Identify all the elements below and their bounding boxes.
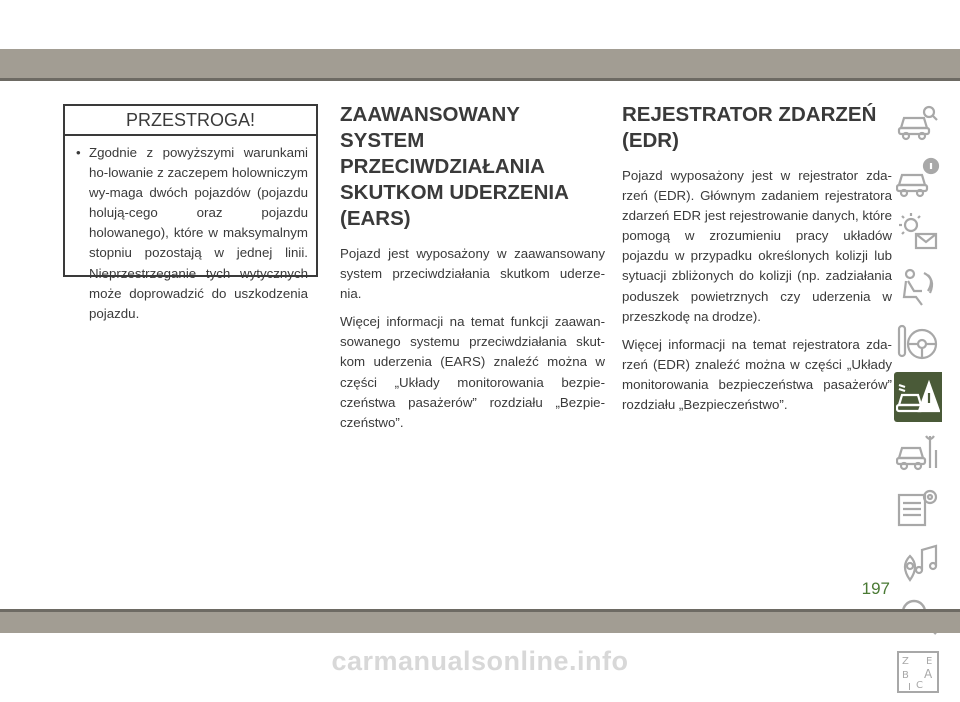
road-hazard-icon: [896, 375, 940, 419]
edr-heading: REJESTRATOR ZDARZEŃ (EDR): [622, 103, 877, 152]
car-service-icon: [896, 430, 940, 474]
svg-text:C: C: [916, 680, 923, 691]
bullet: •: [76, 145, 81, 160]
svg-text:B: B: [902, 670, 909, 681]
ears-paragraph-2: Więcej informacji na temat funkcji zaawan-sowanego systemu przeciwdziałania skut-kom uderzenia (EARS) znaleźć można w części „Układy monitorowania bezpie-czeństwa pasażerów” rozdziału „Bezpie-czeństwo”.: [340, 314, 605, 430]
tab-steering-wheel[interactable]: [894, 317, 942, 367]
edr-section: [622, 102, 892, 415]
car-info-icon: [896, 155, 940, 199]
svg-text:I: I: [908, 682, 911, 693]
svg-text:E: E: [926, 656, 933, 667]
caution-item: [76, 143, 308, 324]
top-header-band: [0, 49, 960, 78]
caution-list: [65, 136, 316, 324]
car-search-icon: [896, 100, 940, 144]
svg-text:A: A: [924, 667, 933, 681]
caution-box: [63, 104, 318, 321]
tab-multimedia[interactable]: [894, 537, 942, 587]
top-header-rule: [0, 78, 960, 81]
tab-car-service[interactable]: [894, 427, 942, 477]
caution-title: PRZESTROGA!: [65, 106, 316, 136]
edr-paragraph-2: Więcej informacji na temat rejestratora zda-rzeń (EDR) znaleźć można w części „Układy monitorowania bezpieczeństwa pasażerów” rozdziału „Bezpieczeństwo”.: [622, 336, 892, 413]
warning-lights-icon: [896, 210, 940, 254]
page-number: 197: [861, 579, 890, 598]
steering-wheel-icon: [896, 320, 940, 364]
seat-airbag-icon: [896, 265, 940, 309]
maintenance-checklist-icon: [896, 485, 940, 529]
bottom-footer-rule: [0, 609, 960, 612]
ears-heading: ZAAWANSOWANY SYSTEM PRZECIWDZIAŁANIA SKUTKOM UDERZENIA (EARS): [340, 103, 569, 230]
multimedia-icon: [896, 540, 940, 584]
tab-maintenance-checklist[interactable]: [894, 482, 942, 532]
svg-text:Z: Z: [902, 656, 909, 667]
tab-car-info[interactable]: [894, 152, 942, 202]
caution-item-text: Zgodnie z powyższymi warunkami ho-lowanie z zaczepem holowniczym wy-maga dwóch pojazdów (pojazdu holują-cego oraz pojazdu holowanego), które w maksymalnym stopniu pozostają w jednej linii. Nieprzestrzeganie tych wytycznych może doprowadzić do uszkodzenia pojazdu.: [89, 145, 308, 321]
ears-paragraph-1: Pojazd jest wyposażony w zaawansowany system przeciwdziałania skutkom uderze-nia.: [340, 246, 605, 302]
tab-road-hazard[interactable]: [894, 372, 942, 422]
tab-warning-lights[interactable]: [894, 207, 942, 257]
tab-car-search[interactable]: [894, 97, 942, 147]
bottom-footer-band: [0, 609, 960, 633]
watermark: carmanualsonline.info: [331, 646, 629, 676]
edr-paragraph-1: Pojazd wyposażony jest w rejestrator zda-rzeń (EDR). Głównym zadaniem rejestratora zdarzeń EDR jest rejestrowanie danych, które pomogą w zrozumieniu pracy układów pojazdu w przypadku określonych kolizji lub sytuacji zbliżonych do kolizji (np. zadziałania poduszek powietrznych czy uderzenia w przeszkodę na drodze).: [622, 168, 892, 324]
tab-seat-airbag[interactable]: [894, 262, 942, 312]
ears-section: [340, 102, 605, 433]
